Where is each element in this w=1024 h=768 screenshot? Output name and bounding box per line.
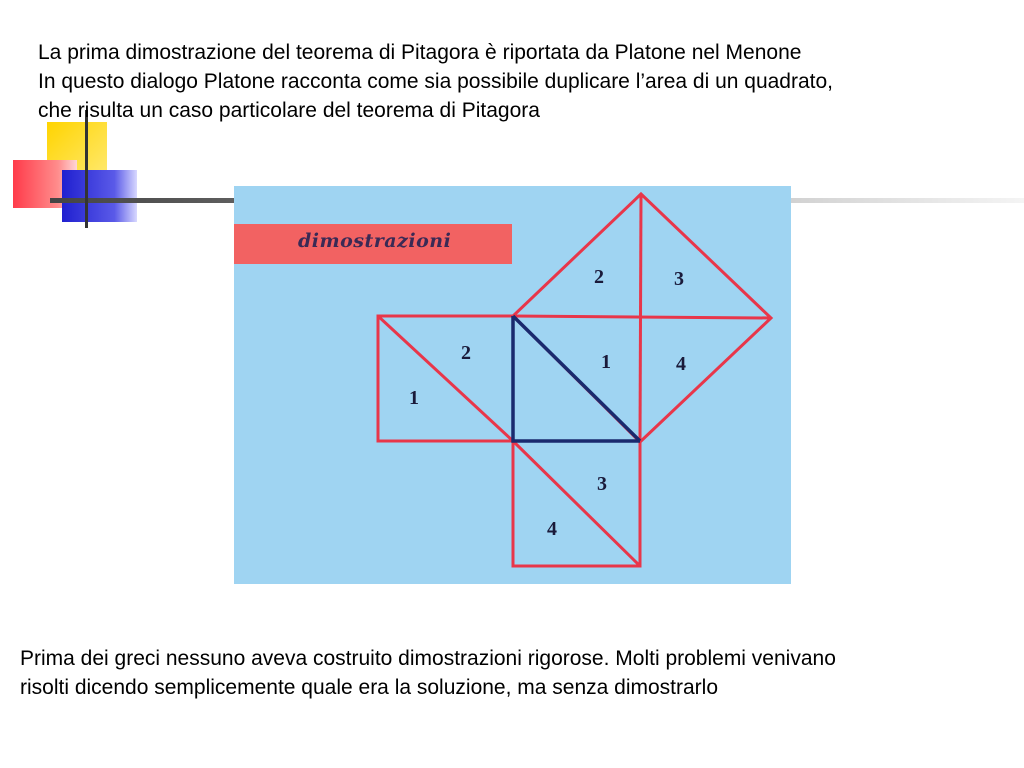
footer-text	[20, 644, 836, 702]
footer-line-1: Prima dei greci nessuno aveva costruito dimostrazioni rigorose. Molti problemi venivano	[20, 647, 836, 670]
bottom-square-diagonal	[513, 441, 640, 566]
footer-line-2: risolti dicendo semplicemente quale era la soluzione, ma senza dimostrarlo	[20, 676, 719, 699]
label-left-1: 1	[409, 387, 419, 409]
intro-line-1: La prima dimostrazione del teorema di Pitagora è riportata da Platone nel Menone	[38, 41, 802, 64]
intro-line-3: che risulta un caso particolare del teorema di Pitagora	[38, 99, 540, 122]
label-right-3: 3	[674, 268, 684, 290]
label-left-2: 2	[461, 342, 471, 364]
intro-text	[38, 38, 833, 125]
decorative-vertical-line	[85, 110, 88, 228]
large-square-diagonal-horizontal	[513, 316, 771, 318]
figure-banner-label: dimostrazioni	[298, 230, 452, 252]
label-center-1: 1	[601, 351, 611, 373]
center-square-diagonal	[513, 316, 640, 441]
pythagoras-figure	[234, 186, 791, 584]
label-right-4: 4	[676, 353, 686, 375]
decorative-blue-square	[62, 170, 137, 222]
left-square-diagonal	[378, 316, 513, 441]
label-right-2: 2	[594, 266, 604, 288]
label-bottom-4: 4	[547, 518, 557, 540]
figure-drawing	[234, 186, 791, 584]
label-bottom-3: 3	[597, 473, 607, 495]
intro-line-2: In questo dialogo Platone racconta come sia possibile duplicare l’area di un quadrato,	[38, 70, 834, 93]
